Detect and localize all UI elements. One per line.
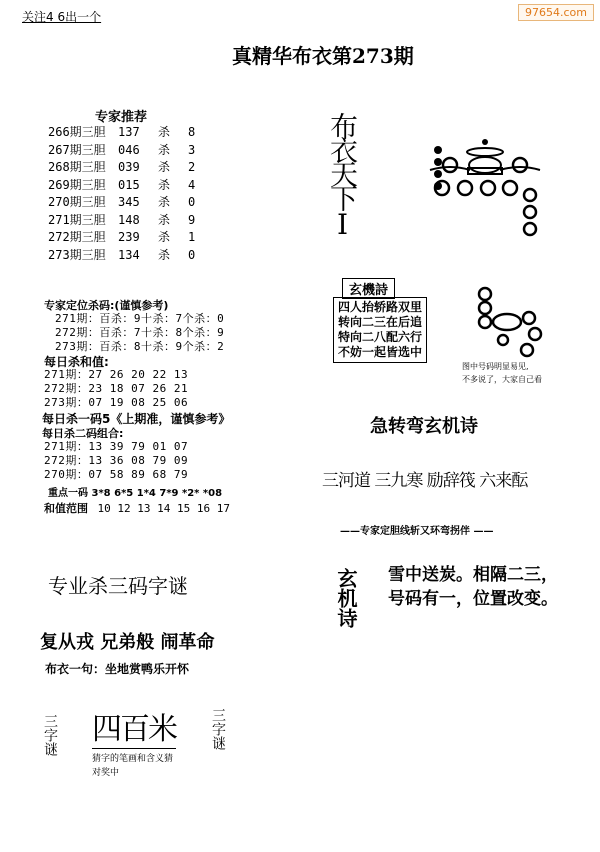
kill-two-rows [44, 440, 188, 482]
dan-row [48, 194, 208, 212]
dan-kill-label: 杀 [158, 247, 171, 262]
dan-period: 270期三胆 [48, 195, 106, 209]
expert-subtitle: ——专家定胆线斩又环弯拐伴 —— [340, 526, 494, 537]
dan-nums: 148 [118, 212, 140, 227]
sum-row: 273期：07 19 08 25 06 [44, 396, 189, 409]
dan-row [48, 229, 208, 247]
dan-kill-label: 杀 [158, 212, 171, 227]
dan-nums: 046 [118, 142, 140, 157]
dan-period: 268期三胆 [48, 160, 106, 174]
san-zi-mi-left: 三字谜 [42, 714, 58, 756]
dan-period: 272期三胆 [48, 230, 106, 244]
sum-range-label: 和值范围 [44, 502, 88, 515]
poem-line: 转向二三在后追 [338, 315, 423, 329]
dan-kill-value: 8 [188, 125, 196, 139]
xuanjishi-vertical: 玄机诗 [334, 568, 358, 628]
dan-row [48, 247, 208, 265]
dan-nums: 039 [118, 160, 140, 174]
dan-kill-label: 杀 [158, 195, 171, 209]
truncated-heading: 专家推荐 [95, 110, 148, 125]
poem-line: 四人抬轿路双里 [338, 300, 423, 314]
dan-nums: 345 [118, 195, 140, 209]
dan-kill-value: 0 [188, 195, 196, 209]
figure-caption-2: 不多说了，大家自己看 [462, 375, 542, 384]
dan-kill-value: 2 [188, 160, 196, 174]
dan-period: 273期三胆 [48, 247, 106, 262]
dan-row [48, 124, 208, 142]
dan-kill-label: 杀 [158, 125, 171, 139]
dan-period: 267期三胆 [48, 142, 106, 157]
sum-heading: 每日杀和值: [44, 355, 109, 369]
expert-row: 273期：百杀：8十杀：9个杀：2 [55, 340, 225, 353]
verse-2: 号码有一，位置改变。 [388, 589, 558, 609]
ball-figure-middle [465, 280, 565, 370]
poem-line: 特向二八配六行 [338, 330, 423, 344]
dan-kill-value: 3 [188, 142, 196, 157]
kill-two-heading: 每日杀二码组合: [42, 427, 124, 440]
dan-kill-value: 1 [188, 230, 196, 244]
dan-row [48, 159, 208, 177]
dan-row [48, 177, 208, 195]
dan-nums: 239 [118, 230, 140, 244]
page-title: 真精华布衣第273期 [232, 44, 414, 68]
kill-two-row: 270期：07 58 89 68 79 [44, 468, 189, 481]
dan-period: 269期三胆 [48, 177, 106, 192]
poem-box [333, 297, 427, 363]
dan-row [48, 212, 208, 230]
sum-row: 272期：23 18 07 26 21 [44, 382, 189, 395]
dan-kill-label: 杀 [158, 160, 171, 174]
poem-line: 不妨一起皆选中 [338, 345, 423, 359]
riddle-heading: 专业杀三码字谜 [48, 574, 188, 598]
dan-nums: 015 [118, 177, 140, 192]
guess-note-2: 对奖中 [92, 768, 120, 778]
expert-rows [55, 312, 224, 354]
focus-line: 重点一码 3*8 6*5 1*4 7*9 *2* *08 [48, 488, 223, 499]
expert-row: 271期：百杀：9十杀：7个杀：0 [55, 312, 225, 325]
expert-row: 272期：百杀：7十杀：8个杀：9 [55, 326, 225, 339]
jizhuan-heading: 急转弯玄机诗 [370, 416, 478, 437]
site-watermark: 97654.com [518, 4, 594, 21]
dan-nums: 134 [118, 247, 140, 262]
sum-row: 271期：27 26 20 22 13 [44, 368, 189, 381]
sum-range [44, 500, 230, 516]
dan-kill-value: 0 [188, 247, 196, 262]
dan-kill-value: 4 [188, 177, 196, 192]
verse-1: 雪中送炭。相隔二三， [388, 565, 558, 585]
dan-nums: 137 [118, 125, 140, 139]
san-zi-mi-right: 三字谜 [210, 708, 226, 750]
kill-one-heading: 每日杀一码5《上期准，谨慎参考》 [42, 412, 231, 426]
ball-figure-top [420, 120, 560, 240]
buyi-line: 布衣一句：坐地赏鸭乐开怀 [45, 662, 190, 676]
poem-title: 玄機詩 [342, 278, 395, 299]
header-note: 关注4 6出一个 [22, 10, 102, 24]
dan-period: 271期三胆 [48, 212, 106, 227]
four-phrases: 三河道 三九寒 励辞筏 六来酝 [322, 471, 528, 491]
kill-two-row: 272期：13 36 08 79 09 [44, 454, 189, 467]
sibaimi-text: 四百米 [92, 704, 176, 749]
expert-heading: 专家定位杀码:(谨慎参考) [44, 299, 169, 312]
dan-kill-label: 杀 [158, 230, 171, 244]
figure-caption-1: 图中号码明显易见, [462, 362, 529, 371]
buyi-tianxia: 布衣天下I [326, 112, 359, 237]
dan-kill-value: 9 [188, 212, 196, 227]
sum-rows [44, 368, 188, 410]
guess-note-1: 猜字的笔画和含义猜 [92, 754, 174, 764]
sum-range-values: 10 12 13 14 15 16 17 [97, 502, 230, 515]
dan-table [48, 124, 208, 264]
dan-period: 266期三胆 [48, 125, 106, 139]
dan-kill-label: 杀 [158, 142, 171, 157]
kill-two-row: 271期：13 39 79 01 07 [44, 440, 189, 453]
riddle-line: 复从戎 兄弟般 闹革命 [40, 632, 215, 653]
dan-row [48, 142, 208, 160]
dan-kill-label: 杀 [158, 177, 171, 192]
